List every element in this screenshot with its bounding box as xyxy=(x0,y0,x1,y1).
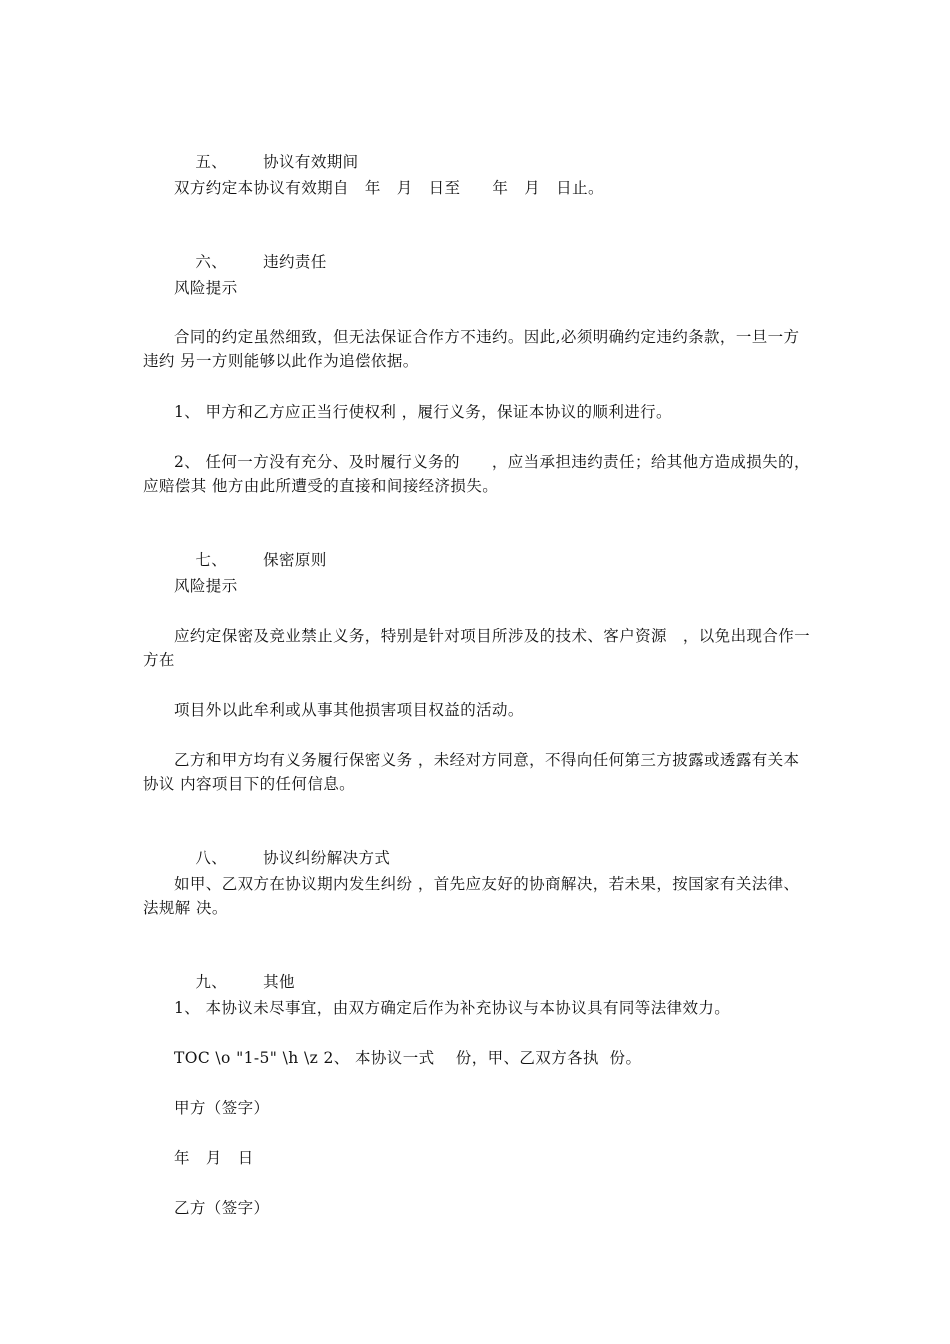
heading-title: 保密原则 xyxy=(263,551,327,569)
party-b-signature-label: 乙方（签字） xyxy=(174,1199,270,1217)
clause-item: 2、 任何一方没有充分、及时履行义务的 ，应当承担违约责任；给其他方造成损失的，应赔偿其 他方由此所遭受的直接和间接经济损失。 xyxy=(143,453,810,495)
heading-number: 七、 xyxy=(195,551,228,569)
heading-number: 五、 xyxy=(195,153,228,171)
risk-label: 风险提示 xyxy=(174,577,238,595)
risk-label: 风险提示 xyxy=(174,279,238,297)
clause-item: TOC \o "1-5" \h \z 2、 本协议一式 份，甲、乙双方各执 份。 xyxy=(174,1049,642,1067)
heading-title: 协议有效期间 xyxy=(263,153,359,171)
risk-paragraph: 应约定保密及竞业禁止义务，特别是针对项目所涉及的技术、客户资源 ，以免出现合作一方在 xyxy=(143,627,811,669)
risk-paragraph: 合同的约定虽然细致，但无法保证合作方不违约。因此,必须明确约定违约条款，一旦一方违约 另一方则能够以此作为追偿依据。 xyxy=(143,328,800,370)
heading-number: 八、 xyxy=(195,849,228,867)
heading-title: 其他 xyxy=(263,973,295,991)
heading-title: 协议纠纷解决方式 xyxy=(263,849,391,867)
dispute-paragraph: 如甲、乙双方在协议期内发生纠纷 ，首先应友好的协商解决，若未果，按国家有关法律、法规解 决。 xyxy=(143,875,800,917)
risk-paragraph-continued: 项目外以此牟利或从事其他损害项目权益的活动。 xyxy=(174,701,524,719)
signature-date: 年 月 日 xyxy=(174,1149,254,1167)
heading-number: 九、 xyxy=(195,973,228,991)
party-a-signature-label: 甲方（签字） xyxy=(174,1099,270,1117)
heading-number: 六、 xyxy=(195,253,228,271)
validity-period-text: 双方约定本协议有效期自 年 月 日至 年 月 日止。 xyxy=(174,179,604,197)
clause-item: 1、 甲方和乙方应正当行使权利 ，履行义务，保证本协议的顺利进行。 xyxy=(174,403,672,421)
clause-item: 1、 本协议未尽事宜，由双方确定后作为补充协议与本协议具有同等法律效力。 xyxy=(174,999,731,1017)
confidentiality-paragraph: 乙方和甲方均有义务履行保密义务 ，未经对方同意，不得向任何第三方披露或透露有关本协议 内容项目下的任何信息。 xyxy=(143,751,800,793)
heading-title: 违约责任 xyxy=(263,253,327,271)
